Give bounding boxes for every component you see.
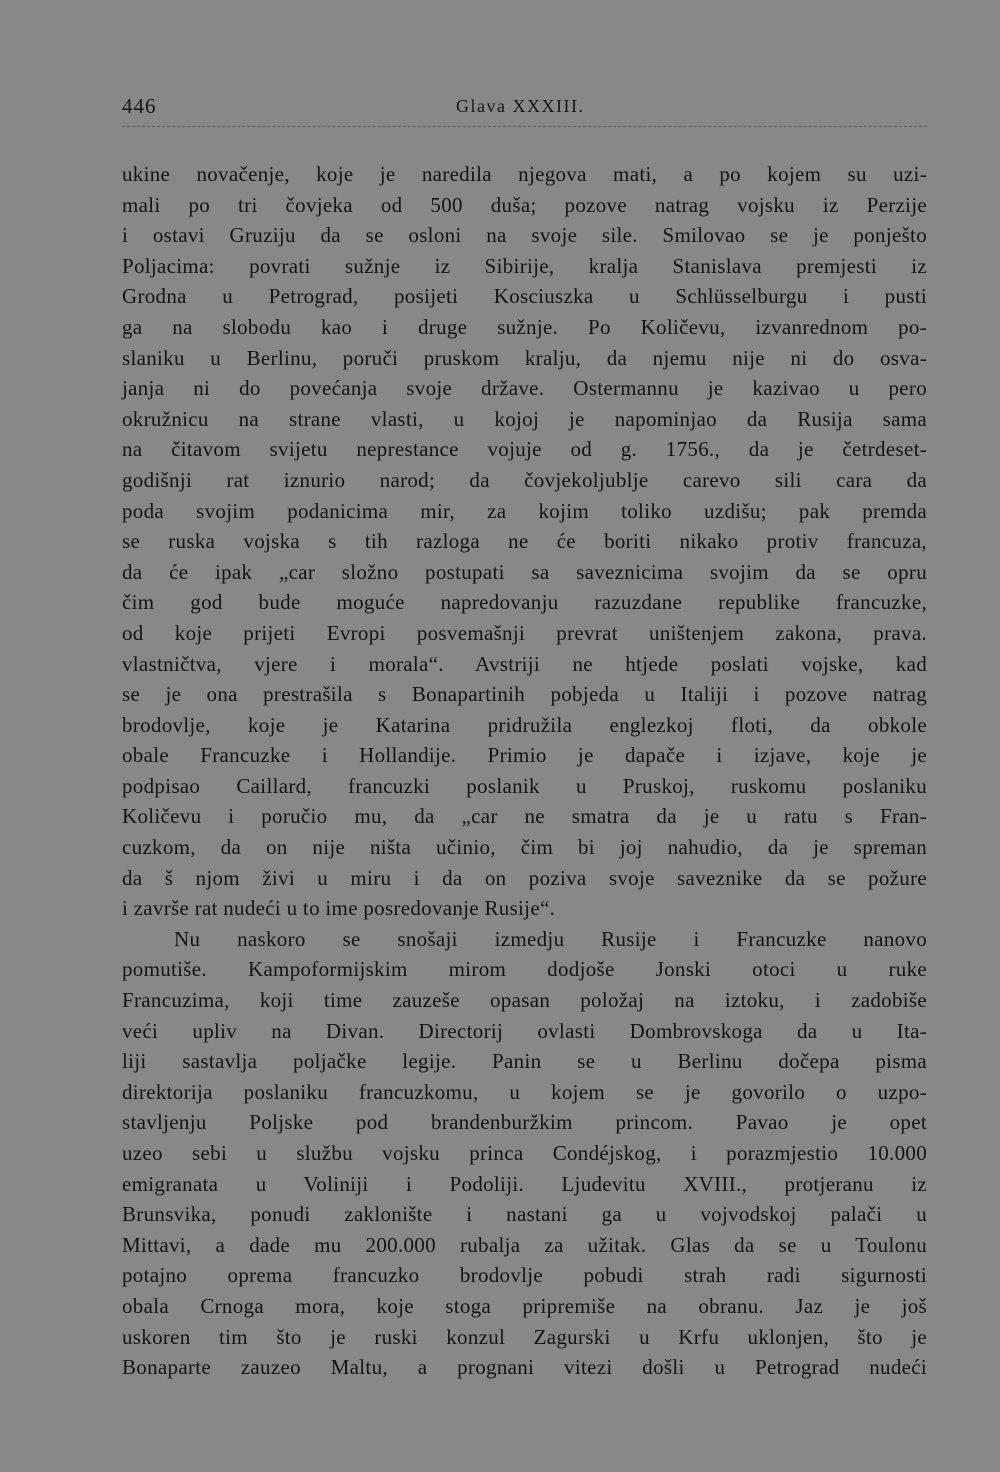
text-line: obale Francuzke i Hollandije. Primio je dapače i izjave, koje je (122, 743, 927, 768)
text-line: Brunsvika, ponudi zaklonište i nastani ga u vojvodskoj palači u (122, 1202, 927, 1227)
text-line: od koje prijeti Evropi posvemašnji prevrat uništenjem zakona, prava. (122, 620, 927, 645)
text-line: se ruska vojska s tih razloga ne će boriti nikako protiv francuza, (122, 529, 927, 554)
text-line: da će ipak „car složno postupati sa saveznicima svojim da se opru (122, 559, 927, 584)
text-line: pomutiše. Kampoformijskim mirom dodjoše Jonski otoci u ruke (122, 957, 927, 982)
text-line: ga na slobodu kao i druge sužnje. Po Količevu, izvanrednom po- (122, 314, 927, 339)
text-line: Grodna u Petrograd, posijeti Kosciuszka u Schlüsselburgu i pusti (122, 284, 927, 309)
text-line: Količevu i poručio mu, da „car ne smatra da je u ratu s Fran- (122, 804, 927, 829)
text-line: Nu naskoro se snošaji izmedju Rusije i Francuzke nanovo (174, 926, 927, 951)
page-header (0, 94, 1000, 124)
text-line: Francuzima, koji time zauzeše opasan položaj na iztoku, i zadobiše (122, 988, 927, 1013)
text-line: poda svojim podanicima mir, za kojim toliko uzdišu; pak premda (122, 498, 927, 523)
page-number: 446 (122, 94, 157, 118)
text-line: liji sastavlja poljačke legije. Panin se u Berlinu dočepa pisma (122, 1049, 927, 1074)
paragraph-2 (122, 924, 927, 1383)
text-line: da š njom živi u miru i da on poziva svoje saveznike da se požure (122, 865, 927, 890)
text-line: brodovlje, koje je Katarina pridružila englezkoj floti, da obkole (122, 712, 927, 737)
text-line: i završe rat nudeći u to ime posredovanje Rusije“. (122, 896, 556, 921)
text-line: vlastničtva, vjere i morala“. Avstriji ne htjede poslati vojske, kad (122, 651, 927, 676)
header-rule (122, 126, 927, 127)
text-line: emigranata u Voliniji i Podoliji. Ljudevitu XVIII., protjeranu iz (122, 1171, 927, 1196)
text-line: uzeo sebi u službu vojsku princa Condéjskog, i porazmjestio 10.000 (122, 1141, 927, 1165)
text-line: direktorija poslaniku francuzkomu, u kojem se je govorilo o uzpo- (122, 1079, 927, 1104)
text-line: janja ni do povećanja svoje države. Ostermannu je kazivao u pero (122, 376, 927, 401)
text-line: obala Crnoga mora, koje stoga pripremiše na obranu. Jaz je još (122, 1293, 927, 1318)
text-line: Poljacima: povrati sužnje iz Sibirije, kralja Stanislava premjesti iz (122, 253, 927, 278)
text-line: podpisao Caillard, francuzki poslanik u Pruskoj, ruskomu poslaniku (122, 773, 927, 798)
text-line: godišnji rat iznurio narod; da čovjekoljublje carevo sili cara da (122, 467, 927, 492)
text-line: uskoren tim što je ruski konzul Zagurski u Krfu uklonjen, što je (122, 1324, 927, 1349)
text-line: Mittavi, a dade mu 200.000 rubalja za užitak. Glas da se u Toulonu (122, 1232, 927, 1257)
text-line: stavljenju Poljske pod brandenburžkim princom. Pavao je opet (122, 1110, 927, 1135)
text-line: cuzkom, da on nije ništa učinio, čim bi joj nahudio, da je spreman (122, 835, 927, 860)
text-line: veći upliv na Divan. Directorij ovlasti Dombrovskoga da u Ita- (122, 1018, 927, 1043)
text-line: i ostavi Gruziju da se osloni na svoje sile. Smilovao se je ponješto (122, 223, 927, 248)
text-line: Bonaparte zauzeo Maltu, a prognani vitezi došli u Petrograd nudeći (122, 1355, 927, 1380)
text-line: na čitavom svijetu neprestance vojuje od g. 1756., da je četrdeset- (122, 437, 927, 462)
text-line: okružnicu na strane vlasti, u kojoj je napominjao da Rusija sama (122, 406, 927, 431)
text-line: čim god bude moguće napredovanju razuzdane republike francuzke, (122, 590, 927, 615)
body-text (122, 159, 927, 1383)
text-line: mali po tri čovjeka od 500 duša; pozove natrag vojsku iz Perzije (122, 192, 927, 217)
running-head: Glava XXXIII. (456, 96, 585, 116)
text-line: slaniku u Berlinu, poruči pruskom kralju, da njemu nije ni do osva- (122, 345, 927, 370)
paragraph-1 (122, 159, 927, 924)
text-line: potajno oprema francuzko brodovlje pobudi strah radi sigurnosti (122, 1263, 927, 1288)
text-line: se je ona prestrašila s Bonapartinih pobjeda u Italiji i pozove natrag (122, 682, 927, 707)
text-line: ukine novačenje, koje je naredila njegova mati, a po kojem su uzi- (122, 162, 927, 186)
